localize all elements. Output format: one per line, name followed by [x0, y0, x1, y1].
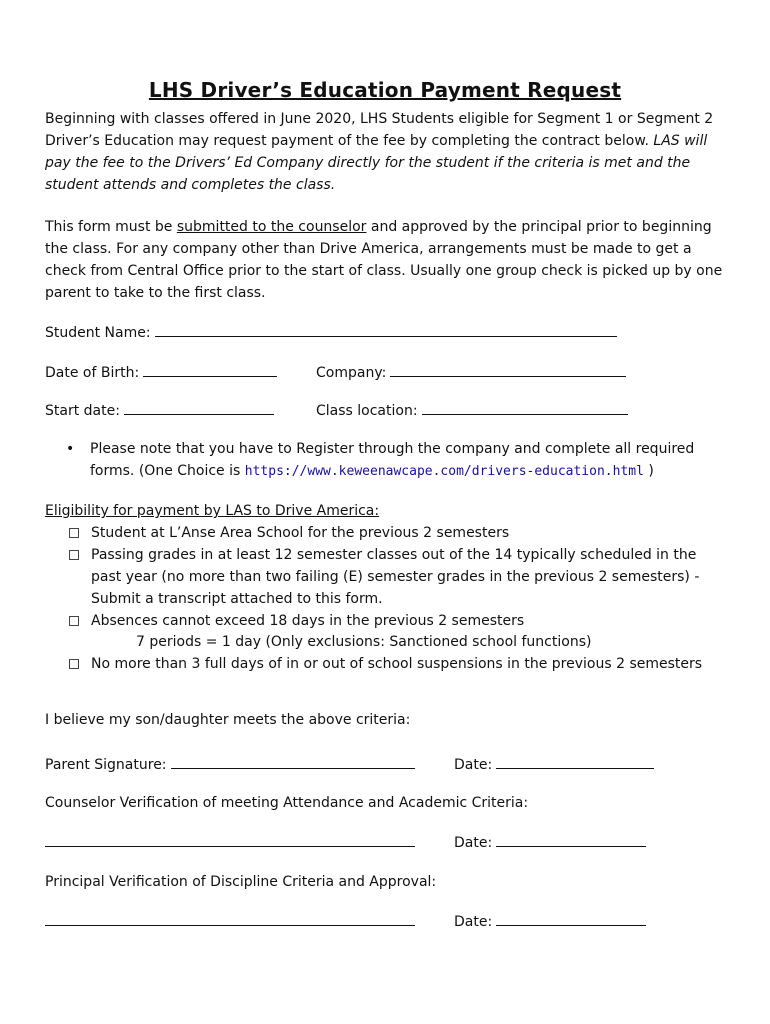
- start-date-label: Start date:: [45, 403, 120, 419]
- belief-statement: I believe my son/daughter meets the above criteria:: [45, 712, 411, 728]
- absence-sub-note: 7 periods = 1 day (Only exclusions: Sanctioned school functions): [136, 634, 592, 650]
- class-location-row: [316, 400, 628, 421]
- note-bullet: •: [66, 441, 75, 457]
- intro-paragraph: [45, 108, 735, 196]
- parent-signature-row: [45, 754, 415, 775]
- counselor-verification-label: Counselor Verification of meeting Attendance and Academic Criteria:: [45, 795, 529, 811]
- counselor-date-row: [454, 832, 646, 853]
- submission-text-after: and approved by the principal prior to beginning the class. For any company other than Drive America, arrangements must be made to get a check from Central Office prior to the start of class. Usually one group check is picked up by one parent to take to the first class.: [45, 219, 723, 301]
- class-location-field[interactable]: [422, 400, 628, 415]
- company-row: [316, 362, 626, 383]
- eligibility-item-2: Passing grades in at least 12 semester classes out of the 14 typically scheduled in the past year (no more than two failing (E) semester grades in the previous 2 semesters) - Submit a transcript attached to this form.: [91, 547, 700, 607]
- eligibility-item-3: Absences cannot exceed 18 days in the previous 2 semesters: [91, 613, 525, 629]
- register-note: [90, 438, 730, 483]
- eligibility-checkbox-3[interactable]: [69, 616, 79, 626]
- company-field[interactable]: [390, 362, 626, 377]
- date-of-birth-row: [45, 362, 277, 383]
- counselor-date-field[interactable]: [496, 832, 646, 847]
- eligibility-checkbox-1[interactable]: [69, 528, 79, 538]
- parent-date-field[interactable]: [496, 754, 654, 769]
- intro-text: Beginning with classes offered in June 2020, LHS Students eligible for Segment 1 or Segment 2 Driver’s Education may request payment of the fee by completing the contract below.: [45, 111, 714, 149]
- student-name-row: [45, 322, 617, 343]
- company-link[interactable]: https://www.keweenawcape.com/drivers-education.html: [244, 464, 644, 479]
- date-of-birth-label: Date of Birth:: [45, 365, 140, 381]
- eligibility-checkbox-4[interactable]: [69, 659, 79, 669]
- principal-signature-field[interactable]: [45, 911, 415, 926]
- register-note-text: Please note that you have to Register through the company and complete all required forms. (One Choice is: [90, 441, 695, 479]
- student-name-field[interactable]: [155, 322, 617, 337]
- parent-date-label: Date:: [454, 757, 493, 773]
- submitted-to-counselor-text: submitted to the counselor: [176, 219, 367, 235]
- eligibility-item-1: Student at L’Anse Area School for the previous 2 semesters: [91, 525, 510, 541]
- counselor-date-label: Date:: [454, 835, 493, 851]
- principal-date-row: [454, 911, 646, 932]
- parent-date-row: [454, 754, 654, 775]
- start-date-field[interactable]: [124, 400, 274, 415]
- start-date-row: [45, 400, 274, 421]
- register-note-end: ): [643, 463, 654, 479]
- principal-verification-label: Principal Verification of Discipline Criteria and Approval:: [45, 874, 437, 890]
- intro-italic-text: LAS will pay the fee to the Drivers’ Ed Company directly for the student if the criteria is met and the student attends and completes the class.: [45, 133, 708, 193]
- counselor-signature-field[interactable]: [45, 832, 415, 847]
- student-name-label: Student Name:: [45, 325, 151, 341]
- eligibility-item-4: No more than 3 full days of in or out of school suspensions in the previous 2 semesters: [91, 656, 703, 672]
- company-label: Company:: [316, 365, 387, 381]
- submission-text-before: This form must be: [45, 219, 177, 235]
- submission-paragraph: [45, 216, 735, 304]
- date-of-birth-field[interactable]: [143, 362, 277, 377]
- eligibility-checkbox-2[interactable]: [69, 550, 79, 560]
- eligibility-heading: Eligibility for payment by LAS to Drive America:: [45, 503, 380, 519]
- principal-date-label: Date:: [454, 914, 493, 930]
- parent-signature-label: Parent Signature:: [45, 757, 167, 773]
- class-location-label: Class location:: [316, 403, 418, 419]
- parent-signature-field[interactable]: [171, 754, 415, 769]
- page-title: LHS Driver’s Education Payment Request: [148, 78, 622, 102]
- principal-date-field[interactable]: [496, 911, 646, 926]
